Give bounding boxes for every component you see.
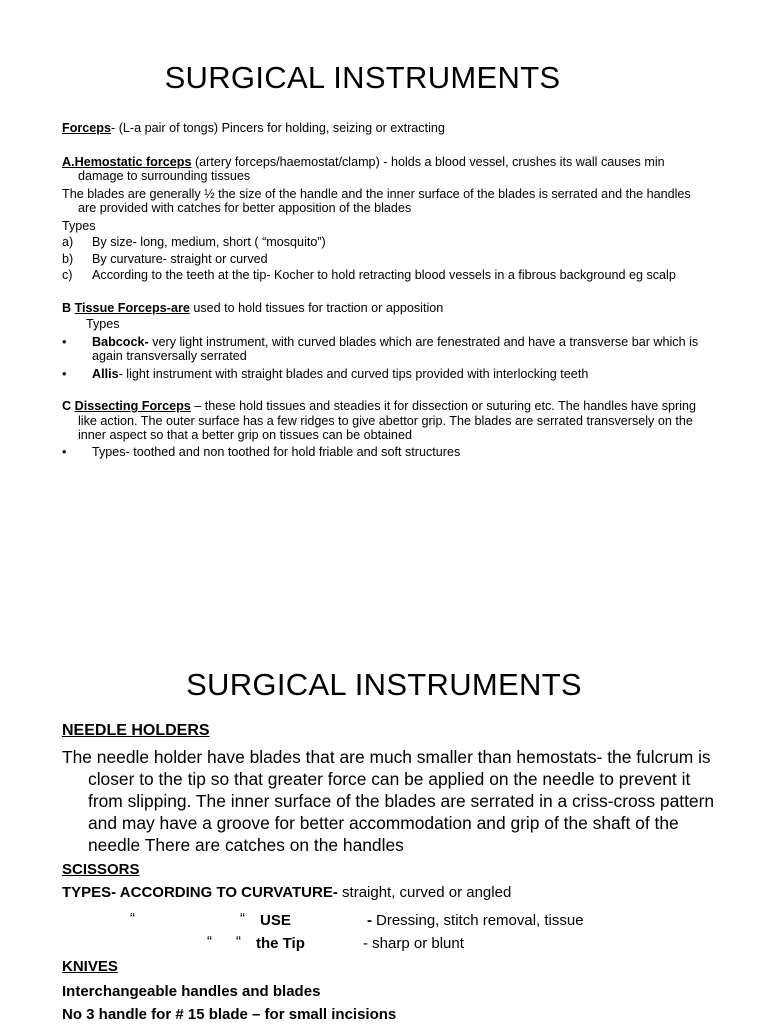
needle-holders-section — [62, 722, 722, 904]
types-bold: TYPES- ACCORDING TO CURVATURE- — [62, 884, 338, 901]
bullet-icon: • — [62, 334, 67, 349]
use-dash: - — [367, 912, 372, 929]
dissect-prefix: C — [62, 399, 75, 413]
types-label: Types — [62, 218, 96, 233]
type-text: By size- long, medium, short ( “mosquito”) — [92, 235, 326, 249]
hemostatic-term: A.Hemostatic forceps — [62, 154, 192, 169]
forceps-section — [62, 121, 712, 459]
type-text: According to the teeth at the tip- Kocher to hold retracting blood vessels in a fibrous background eg scalp — [92, 268, 676, 282]
tip-text: - sharp or blunt — [363, 935, 464, 952]
needle-holders-paragraph: The needle holder have blades that are much smaller than hemostats- the fulcrum is closer to the tip so that greater force can be applied on the needle to prevent it from slipping. The inner surface of the blades are serrated in a criss-cross pattern and may have a groove for better accommodation and grip of the shaft of the needle There are catches on the handles — [62, 747, 715, 855]
bullet-item — [62, 335, 712, 364]
knives-line: Interchangeable handles and blades — [62, 983, 321, 1000]
dissect-term: Dissecting Forceps — [74, 399, 191, 413]
list-marker: c) — [62, 268, 73, 282]
tissue-term: Tissue Forceps-are — [74, 300, 190, 315]
tissue-types-label: Types — [86, 317, 120, 331]
forceps-term: Forceps — [62, 121, 111, 135]
tissue-forceps-paragraph — [62, 301, 712, 316]
bullet-item — [62, 367, 712, 382]
knives-heading: KNIVES — [62, 958, 118, 975]
page-title-2: SURGICAL INSTRUMENTS — [186, 667, 582, 702]
ditto-mark: “ — [240, 910, 245, 927]
dissecting-forceps-paragraph — [62, 399, 712, 443]
list-marker: b) — [62, 251, 74, 266]
scissors-types-line — [62, 881, 722, 904]
type-text: By curvature- straight or curved — [92, 251, 268, 266]
list-marker: a) — [62, 235, 74, 249]
type-item — [62, 235, 712, 250]
needle-holders-heading: NEEDLE HOLDERS — [62, 722, 210, 739]
babcock-term: Babcock- — [92, 334, 149, 349]
bullet-icon: • — [62, 366, 67, 381]
allis-text: - light instrument with straight blades and curved tips provided with interlocking teeth — [118, 366, 589, 381]
type-item — [62, 268, 712, 283]
hemostatic-def: (artery forceps/haemostat/clamp) - holds a blood vessel, crushes its wall causes min damage to surrounding tissues — [78, 154, 665, 183]
forceps-definition — [62, 121, 712, 136]
knives-line: No 3 handle for # 15 blade – for small incisions — [62, 1006, 397, 1023]
tissue-prefix: B — [62, 300, 75, 315]
babcock-text: very light instrument, with curved blades which are fenestrated and have a transverse bar which is again transversally serrated — [92, 334, 699, 363]
tip-label: the Tip — [256, 935, 305, 952]
ditto-mark: “ — [130, 910, 135, 927]
type-item — [62, 252, 712, 267]
dissect-types-text: Types- toothed and non toothed for hold friable and soft structures — [92, 444, 461, 459]
use-text: Dressing, stitch removal, tissue — [376, 912, 584, 929]
blades-paragraph: The blades are generally ½ the size of the handle and the inner surface of the blades is serrated and the handles are provided with catches for better apposition of the blades — [62, 186, 691, 215]
types-rest: straight, curved or angled — [337, 884, 512, 901]
dissect-def: – these hold tissues and steadies it for dissection or suturing etc. The handles have spring like action. The outer surface has a few ridges to give abettor grip. The blades are serrated transversely on the inner aspect so that a better grip on tissues can be obtained — [78, 399, 696, 442]
use-label: USE — [260, 912, 291, 929]
allis-term: Allis — [92, 366, 119, 381]
bullet-item — [62, 445, 712, 460]
tissue-def: used to hold tissues for traction or apposition — [189, 300, 444, 315]
ditto-mark: “ — [236, 933, 241, 950]
scissors-heading: SCISSORS — [62, 861, 140, 878]
forceps-def-text: - (L-a pair of tongs) Pincers for holding, seizing or extracting — [111, 121, 445, 135]
bullet-icon: • — [62, 444, 67, 459]
page-title: SURGICAL INSTRUMENTS — [164, 60, 561, 95]
hemostatic-forceps-paragraph — [62, 155, 712, 184]
ditto-mark: “ — [207, 933, 212, 950]
